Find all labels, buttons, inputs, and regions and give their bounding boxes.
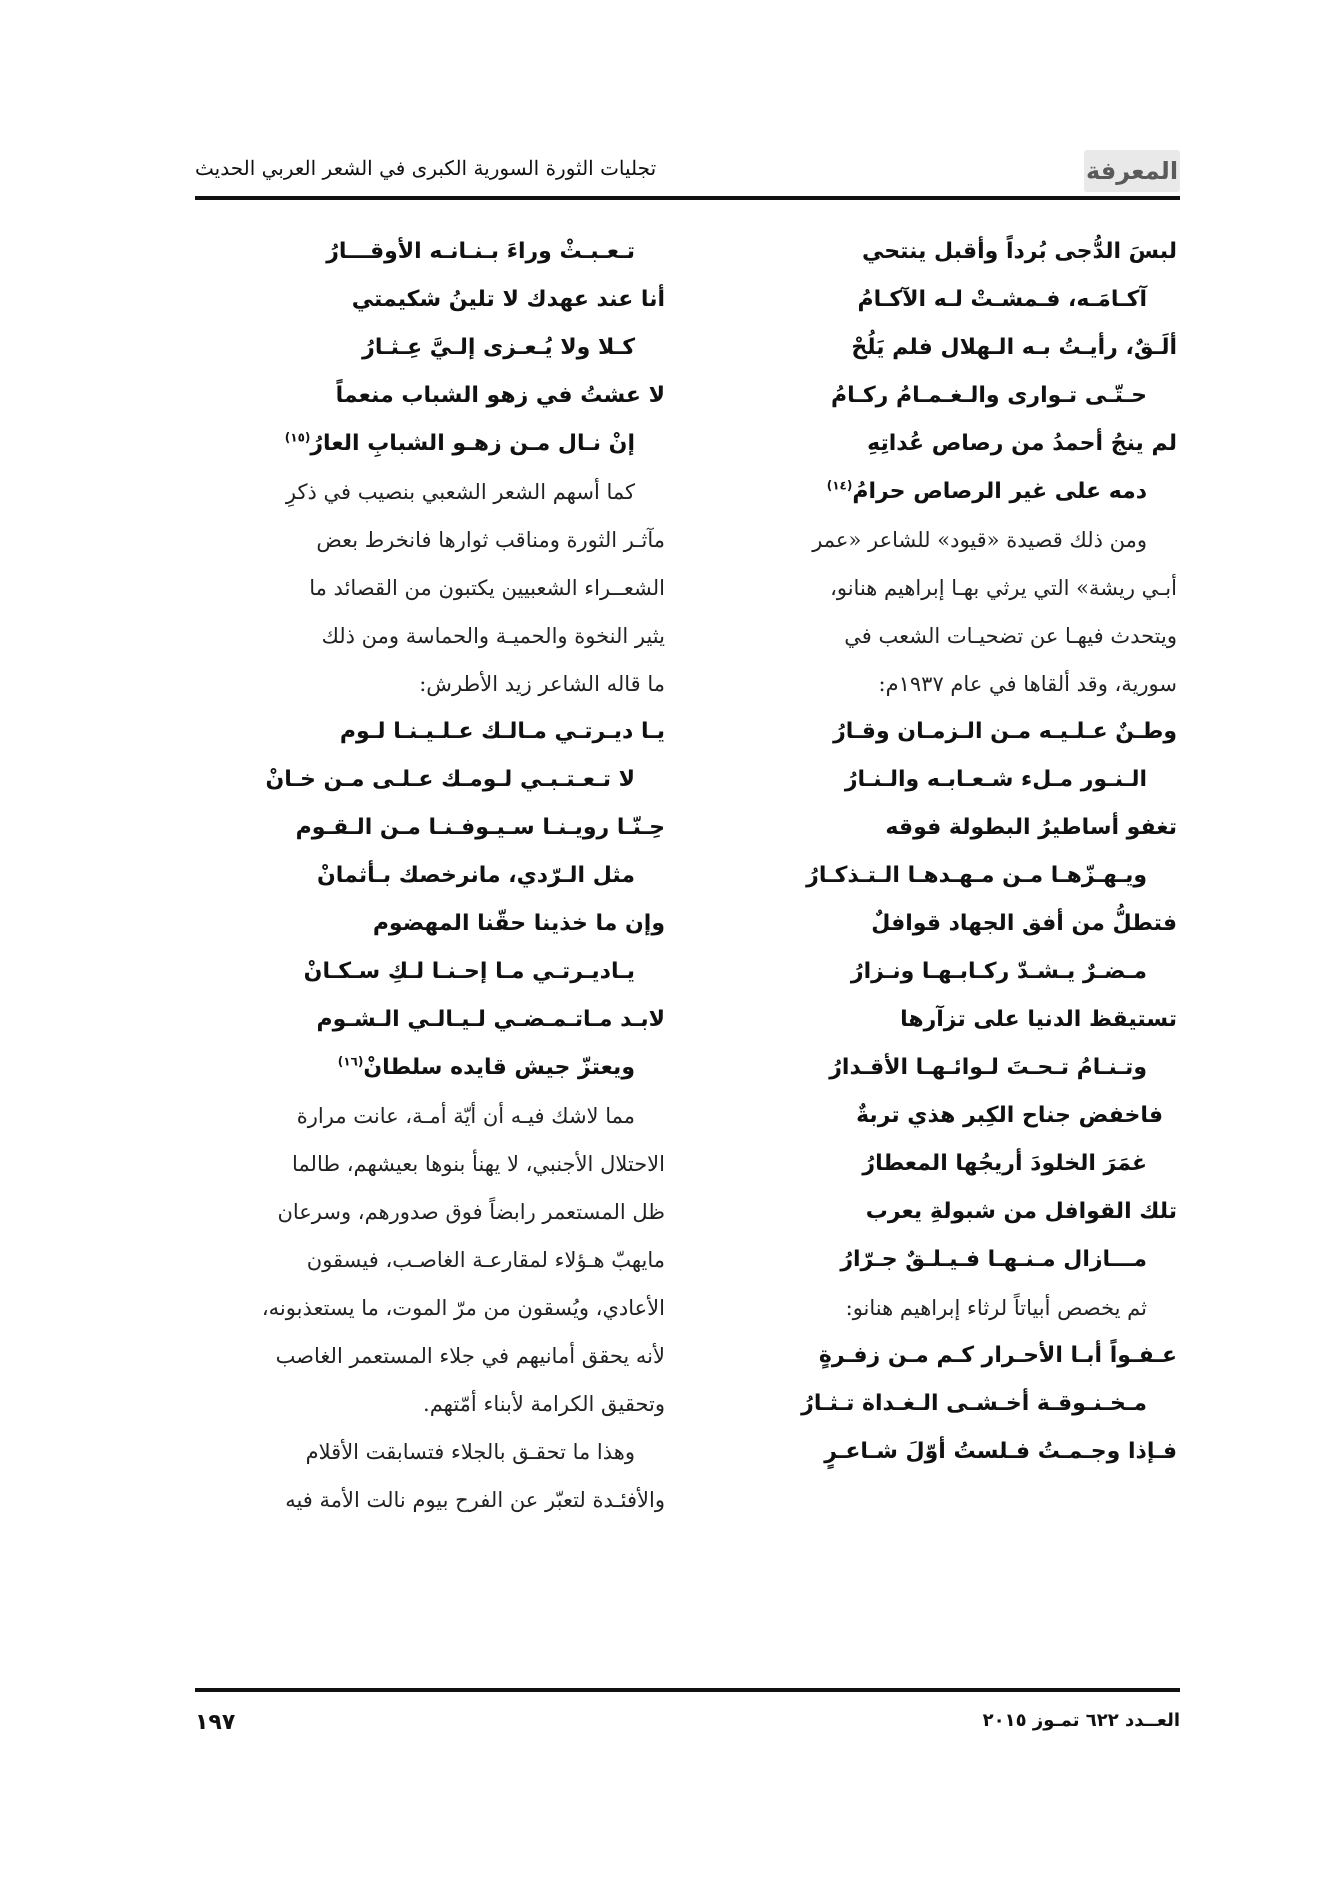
verse-line [757, 1428, 1177, 1476]
prose-line [195, 516, 665, 564]
line-text: سورية، وقد ألقاها في عام ١٩٣٧م: [878, 672, 1177, 696]
line-text: غمَرَ الخلودَ أريجُها المعطارُ [862, 1151, 1147, 1176]
line-text: مـــازال مـنـهـا فـيـلـقٌ جـرّارُ [840, 1247, 1147, 1272]
verse-line [757, 804, 1177, 852]
verse-line [195, 276, 665, 324]
verse-line [757, 708, 1177, 756]
verse-line [195, 996, 665, 1044]
line-text: ما قاله الشاعر زيد الأطرش: [419, 672, 665, 696]
prose-line [195, 1284, 665, 1332]
header-divider [195, 196, 1180, 200]
article-title: تجليات الثورة السورية الكبرى في الشعر العربي الحديث [195, 156, 657, 180]
prose-line [195, 1476, 665, 1524]
line-text: وتحقيق الكرامة لأبناء أمّتهم. [423, 1392, 665, 1416]
line-text: ويتحدث فيهـا عن تضحيـات الشعب في [844, 624, 1177, 648]
verse-line [757, 372, 1177, 420]
line-text: تلك القوافل من شبولةِ يعرب [865, 1199, 1177, 1224]
line-text: فتطلُّ من أفق الجهاد قوافلٌ [871, 911, 1177, 936]
verse-line [757, 1332, 1177, 1380]
prose-line [757, 564, 1177, 612]
left-column [195, 228, 665, 1524]
verse-line [757, 420, 1177, 468]
line-text: مـخـنـوقـة أخـشـى الـغـداة تـثـارُ [801, 1391, 1147, 1416]
verse-line [195, 1044, 665, 1092]
verse-line [195, 420, 665, 468]
verse-line [757, 996, 1177, 1044]
verse-line [195, 228, 665, 276]
line-text: تستيقظ الدنيا على تزآرها [900, 1007, 1177, 1032]
prose-line [757, 516, 1177, 564]
right-column [757, 228, 1177, 1476]
line-text: دمه على غير الرصاص حرامُ [852, 479, 1147, 504]
line-text: الشعــراء الشعبيين يكتبون من القصائد ما [309, 576, 665, 600]
line-text: ومن ذلك قصيدة «قيود» للشاعر «عمر [812, 528, 1147, 552]
page-number: ١٩٧ [195, 1710, 236, 1735]
verse-line [195, 324, 665, 372]
footnote-ref: (١٥) [284, 430, 311, 445]
verse-line [195, 852, 665, 900]
footnote-ref: (١٤) [826, 478, 853, 493]
verse-line [757, 1044, 1177, 1092]
line-text: تـعـبـثْ وراءَ بـنـانـه الأوقـــارُ [326, 239, 635, 264]
verse-line [195, 804, 665, 852]
magazine-logo: المعرفة [1084, 150, 1180, 192]
line-text: لا عشتُ في زهو الشباب منعماً [335, 383, 665, 408]
line-text: إنْ نـال مـن زهـو الشبابِ العارُ [310, 431, 635, 456]
prose-line [195, 1380, 665, 1428]
line-text: فاخفض جناح الكِبر هذي تربةٌ [856, 1103, 1163, 1128]
verse-line [195, 372, 665, 420]
prose-line [195, 1188, 665, 1236]
verse-line [757, 900, 1177, 948]
line-text: كـلا ولا يُـعـزى إلـيَّ عِـثـارُ [362, 335, 635, 360]
line-text: والأفئـدة لتعبّر عن الفرح بيوم نالت الأمة فيه [285, 1488, 665, 1512]
line-text: وتـنـامُ تـحـتَ لـوائـهـا الأقـدارُ [829, 1055, 1147, 1080]
prose-line [195, 1092, 665, 1140]
footnote-ref: (١٦) [337, 1054, 364, 1069]
verse-line [195, 900, 665, 948]
line-text: مما لاشك فيـه أن أيّة أمـة، عانت مرارة [296, 1104, 635, 1128]
running-header [195, 150, 1180, 194]
line-text: ثم يخصص أبياتاً لرثاء إبراهيم هنانو: [845, 1296, 1147, 1320]
line-text: ويعتزّ جيش قايده سلطانْ [363, 1055, 635, 1080]
verse-line [757, 1140, 1177, 1188]
prose-line [195, 1332, 665, 1380]
line-text: تغفو أساطيرُ البطولة فوقه [885, 815, 1177, 840]
verse-line [757, 324, 1177, 372]
line-text: لا تـعـتـبـي لـومـك عـلـى مـن خـانْ [265, 767, 635, 792]
verse-line [757, 1092, 1177, 1140]
verse-line [757, 852, 1177, 900]
line-text: أبـي ريشة» التي يرثي بهـا إبراهيم هنانو، [830, 576, 1177, 600]
line-text: فـإذا وجـمـتُ فـلستُ أوّلَ شـاعـرٍ [824, 1439, 1177, 1464]
prose-line [757, 660, 1177, 708]
verse-line [757, 756, 1177, 804]
prose-line [195, 468, 665, 516]
prose-line [195, 1236, 665, 1284]
line-text: عـفـواً أبـا الأحـرار كـم مـن زفـرةٍ [818, 1343, 1177, 1368]
line-text: ظل المستعمر رابضاً فوق صدورهم، وسرعان [277, 1200, 665, 1224]
verse-line [757, 228, 1177, 276]
line-text: أنا عند عهدك لا تلينُ شكيمتي [351, 287, 665, 312]
verse-line [757, 468, 1177, 516]
prose-line [195, 1428, 665, 1476]
line-text: كما أسهم الشعر الشعبي بنصيب في ذكرِ [285, 480, 635, 504]
prose-line [195, 612, 665, 660]
line-text: يثير النخوة والحميـة والحماسة ومن ذلك [321, 624, 665, 648]
verse-line [757, 1236, 1177, 1284]
line-text: لم ينجُ أحمدُ من رصاص عُداتِهِ [867, 431, 1177, 456]
verse-line [757, 948, 1177, 996]
line-text: الأعادي، ويُسقون من مرّ الموت، ما يستعذبونه، [261, 1296, 665, 1320]
line-text: يـا ديـرتـي مـالـك عـلـيـنـا لـوم [339, 719, 665, 744]
issue-info: العــدد ٦٢٢ تمـوز ٢٠١٥ [982, 1710, 1180, 1731]
line-text: حِـنّـا رويـنـا سـيـوفـنـا مـن الـقـوم [295, 815, 665, 840]
verse-line [757, 276, 1177, 324]
verse-line [195, 756, 665, 804]
verse-line [757, 1188, 1177, 1236]
line-text: الـنـور مـلء شـعـابـه والـنـارُ [844, 767, 1147, 792]
line-text: مثل الـرّدي، مانرخصك بـأثمانْ [317, 863, 635, 888]
line-text: ألَـقٌ، رأيـتُ بـه الـهلال فلم يَلُحْ [851, 335, 1177, 360]
line-text: مآثـر الثورة ومناقب ثوارها فانخرط بعض [316, 528, 665, 552]
line-text: لابـد مـاتـمـضـي لـيـالـي الـشـوم [316, 1007, 665, 1032]
line-text: حـتّـى تـوارى والـغـمـامُ ركـامُ [830, 383, 1147, 408]
verse-line [195, 948, 665, 996]
line-text: لأنه يحقق أمانيهم في جلاء المستعمر الغاصب [275, 1344, 665, 1368]
line-text: مـضـرٌ يـشـدّ ركـابـهـا ونـزارُ [850, 959, 1147, 984]
prose-line [757, 1284, 1177, 1332]
verse-line [757, 1380, 1177, 1428]
line-text: وإن ما خذينا حقّنا المهضوم [372, 911, 665, 936]
line-text: وهذا ما تحقـق بالجلاء فتسابقت الأقلام [305, 1440, 635, 1464]
footer-divider [195, 1688, 1180, 1692]
prose-line [195, 564, 665, 612]
line-text: يـاديـرتـي مـا إحـنـا لـكِ سـكـانْ [303, 959, 635, 984]
prose-line [195, 660, 665, 708]
prose-line [195, 1140, 665, 1188]
line-text: مايهبّ هـؤلاء لمقارعـة الغاصـب، فيسقون [306, 1248, 665, 1272]
page-footer [195, 1710, 1180, 1750]
verse-line [195, 708, 665, 756]
line-text: لبسَ الدُّجى بُرداً وأقبل ينتحي [862, 239, 1177, 264]
line-text: وطـنٌ عـلـيـه مـن الـزمـان وقـارُ [833, 719, 1177, 744]
line-text: الاحتلال الأجنبي، لا يهنأ بنوها بعيشهم، طالما [292, 1152, 665, 1176]
line-text: آكـامَـه، فـمشـتْ لـه الآكـامُ [857, 287, 1147, 312]
line-text: ويـهـزّهـا مـن مـهـدهـا الـتـذكـارُ [806, 863, 1147, 888]
prose-line [757, 612, 1177, 660]
